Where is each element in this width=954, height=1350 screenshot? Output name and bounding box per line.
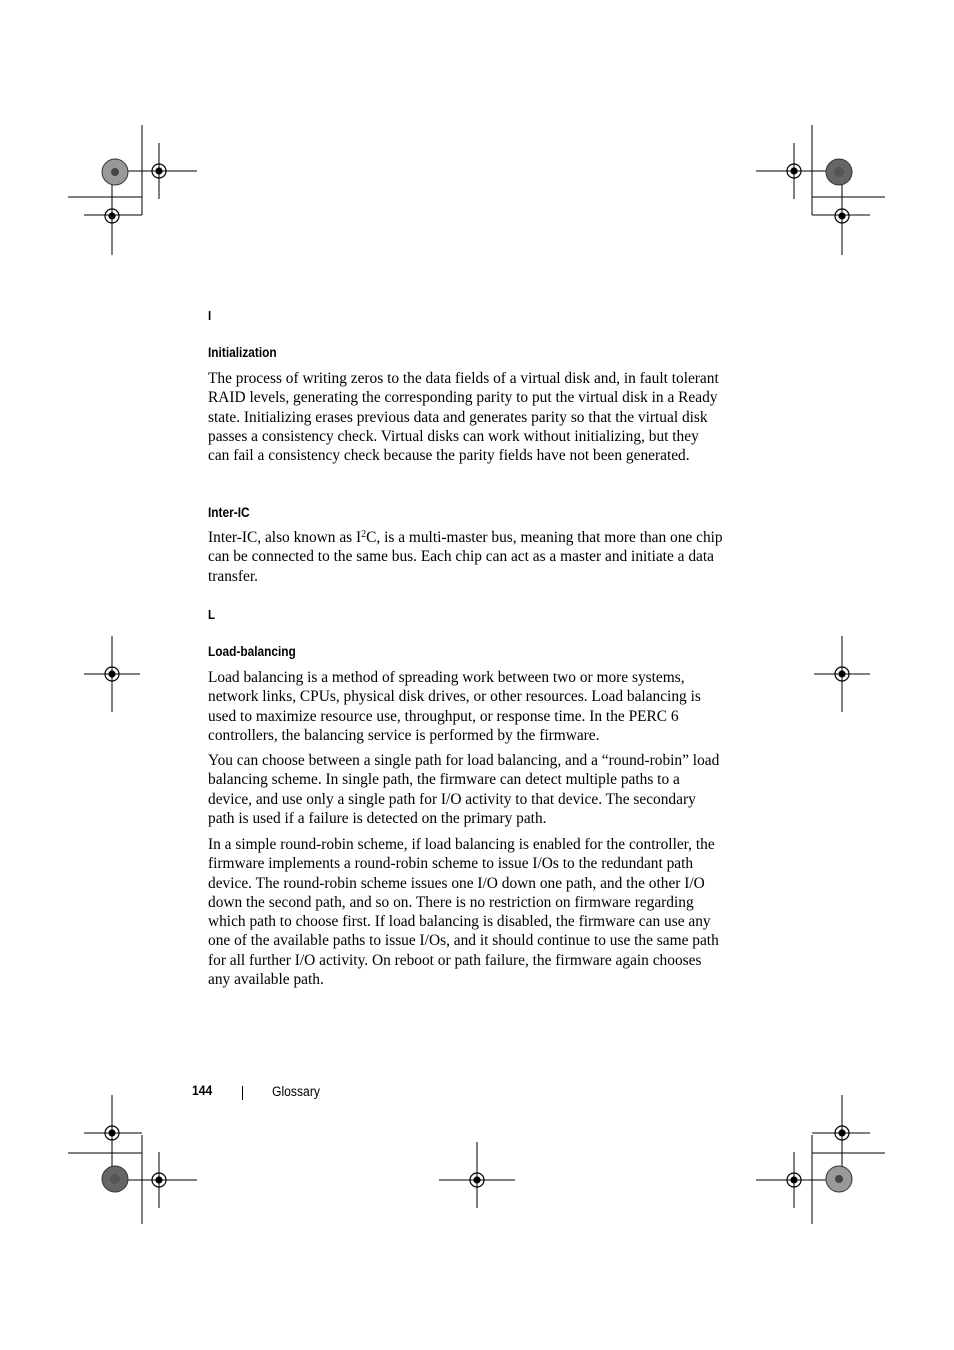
- term-initialization: Initialization: [208, 345, 277, 360]
- section-letter-i: I: [208, 308, 212, 323]
- definition-initialization: The process of writing zeros to the data fields of a virtual disk and, in fault tolerant RAID levels, generating the corresponding parity to put the virtual disk in a Ready state. Initializing erases previous data and generates parity so that the virtual disk passes a consistency check. Virtual disks can work without initializing, but they can fail a consistency check because the parity fields have not been generated.: [208, 370, 719, 465]
- section-letter-l: L: [208, 607, 215, 622]
- footer-divider: [242, 1086, 243, 1100]
- definition-inter-ic-prefix: Inter-IC, also known as I: [208, 529, 362, 546]
- definition-load-balancing-p1: Load balancing is a method of spreading work between two or more systems, network links, CPUs, physical disk drives, or other resources. Load balancing is used to maximize resource use, throughput, or response time. In the PERC 6 controllers, the balancing service is performed by the firmware.: [208, 669, 701, 744]
- footer-section-label: Glossary: [272, 1084, 320, 1099]
- term-load-balancing: Load-balancing: [208, 644, 296, 659]
- term-inter-ic: Inter-IC: [208, 505, 250, 520]
- page-number: 144: [192, 1083, 213, 1098]
- definition-inter-ic-superscript: 2: [361, 529, 367, 540]
- definition-inter-ic-suffix: C, is a multi-master bus, meaning that more than one chip can be connected to the same bus. Each chip can act as a master and initiate a data transfer.: [208, 529, 723, 585]
- definition-load-balancing-p2: You can choose between a single path for load balancing, and a “round-robin” load balancing scheme. In single path, the firmware can detect multiple paths to a device, and use only a single path for I/O activity to that device. The secondary path is used if a failure is detected on the primary path.: [208, 752, 720, 827]
- definition-inter-ic: [208, 528, 723, 586]
- definition-load-balancing-p3: In a simple round-robin scheme, if load balancing is enabled for the controller, the firmware implements a round-robin scheme to issue I/Os to the redundant path device. The round-robin scheme issues one I/O down one path, and the other I/O down the second path, and so on. There is no restriction on firmware regarding which path to choose first. If load balancing is disabled, the firmware can use any one of the available paths to issue I/Os, and it should continue to use the same path for all further I/O activity. On reboot or path failure, the firmware again chooses any available path.: [208, 836, 719, 989]
